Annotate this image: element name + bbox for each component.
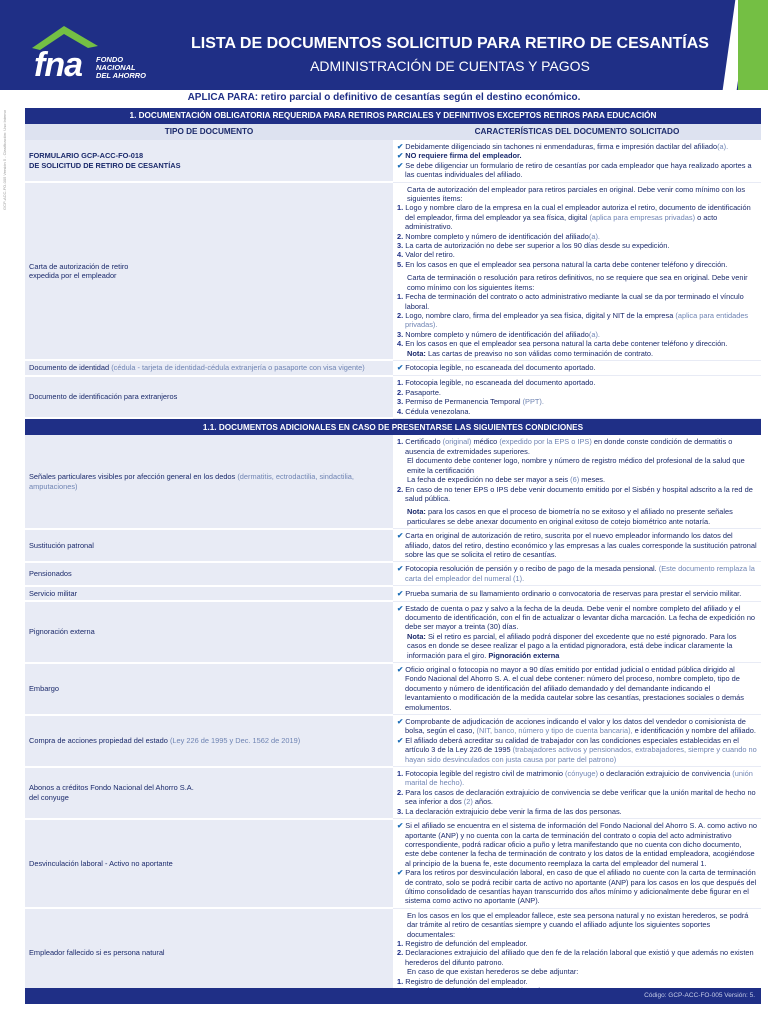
check-icon: ✔ bbox=[397, 564, 404, 574]
check-icon: ✔ bbox=[397, 363, 404, 373]
row-content-desvinculacion: ✔ Si el afiliado se encuentra en el sistema de información del Fondo Nacional del Ahorro S. A. como activo no aportante (ANP) y no cuenta con la carta de terminación del contrato o copia del acto administrativo correspondiente, podrá radicar oficio a puño y letra manifestando que no cuenta con dicho documento, este debe contener la fecha de terminación de contrato y los datos de la entidad empleadora, acogiéndose al principio de la buena fe, este documento reemplaza la carta del empleador del numeral 1. ✔ Para los retiros por desvinculación laboral, en caso de que el afiliado no cuente con la carta de terminación de contrato, solo se podrá recibir carta de activo no aportante (ANP) para los casos en los que después del último consolidado de cesantías hayan transcurrido dos años mínimo y adicionalmente debe figurar en el sistema como activo no aportante (ANP). bbox=[393, 819, 761, 909]
section-1-title: 1. DOCUMENTACIÓN OBLIGATORIA REQUERIDA PARA RETIROS PARCIALES Y DEFINITIVOS EXCEPTOS RETIROS PARA EDUCACIÓN bbox=[25, 108, 761, 124]
table-row bbox=[25, 819, 761, 909]
table-row bbox=[25, 140, 761, 182]
row-label-carta: Carta de autorización de retiro expedida por el empleador bbox=[25, 182, 393, 360]
row-content-fallecido: En los casos en los que el empleador fallece, este sea persona natural y no existan herederos, se podrá dar trámite al retiro de cesantías siempre y cuando el afiliado adjunte los siguientes soportes documentales: 1. Registro de defunción del empleador. 2. Declaraciones extrajuicio del afiliado que den fe de la relación laboral que existió y que además no existen herederos del difunto patrono. En caso de que existan herederos se debe adjuntar: 1. Registro de defunción del empleador. bbox=[393, 908, 761, 998]
row-label-senales: Señales particulares visibles por afección general en los dedos (dermatitis, ectrodactilia, sindactilia, amputaciones) bbox=[25, 435, 393, 528]
footer-bar bbox=[25, 988, 761, 1004]
documents-table bbox=[25, 108, 761, 999]
col-header-caracteristicas: CARACTERÍSTICAS DEL DOCUMENTO SOLICITADO bbox=[393, 124, 761, 140]
row-label-pensionados: Pensionados bbox=[25, 562, 393, 586]
check-icon: ✔ bbox=[397, 717, 404, 727]
row-label-acciones: Compra de acciones propiedad del estado (Ley 226 de 1995 y Dec. 1562 de 2019) bbox=[25, 715, 393, 767]
row-label-sustitucion: Sustitución patronal bbox=[25, 529, 393, 562]
row-content-sustitucion: ✔ Carta en original de autorización de retiro, suscrita por el nuevo empleador informando los datos del afiliado, datos del retiro, destino económico y las empresas a las cuales corresponde la sustitución patronal sobre las que se solicita el retiro de cesantías. bbox=[393, 529, 761, 562]
row-label-extranjeros: Documento de identificación para extranjeros bbox=[25, 376, 393, 419]
row-label-embargo: Embargo bbox=[25, 663, 393, 715]
row-label-identidad: Documento de identidad (cédula - tarjeta de identidad-cédula extranjería o pasaporte con visa vigente) bbox=[25, 360, 393, 375]
row-content-embargo: ✔ Oficio original o fotocopia no mayor a 90 días emitido por entidad judicial o entidad pública dirigido al Fondo Nacional del Ahorro S. A. el cual debe contener: número del proceso, nombre completo, tipo de documento y número de identificación del afiliado demandado y del demandante indicando el levantamiento o modificación de la medida cautelar sobre las cesantías, prestaciones sociales o demás emolumentos. bbox=[393, 663, 761, 715]
table-row bbox=[25, 663, 761, 715]
page-subtitle: ADMINISTRACIÓN DE CUENTAS Y PAGOS bbox=[310, 58, 590, 74]
header-banner bbox=[0, 0, 768, 90]
row-content-acciones: ✔ Comprobante de adjudicación de acciones indicando el valor y los datos del vendedor o comisionista de bolsa, según el caso, (NIT, banco, número y tipo de cuenta bancaria), e identificación y nombre del afiliado. ✔ El afiliado deberá acreditar su calidad de trabajador con las condiciones especiales establecidas en el artículo 3 de la Ley 226 de 1995 (trabajadores activos y pensionados, extrabajadores, siempre y cuando no hayan sido desvinculados con justa causa por parte del patrono) bbox=[393, 715, 761, 767]
table-row bbox=[25, 376, 761, 419]
fna-logo bbox=[28, 22, 168, 82]
table-row bbox=[25, 529, 761, 562]
table-row bbox=[25, 562, 761, 586]
col-header-tipo: TIPO DE DOCUMENTO bbox=[25, 124, 393, 140]
row-content-senales: 1. Certificado (original) médico (expedido por la EPS o IPS) en donde conste condición de dermatitis o ausencia de extremidades superiores. El documento debe contener logo, nombre y número de registro médico del profesional de la salud que emite la certificación La fecha de expedición no debe ser mayor a seis (6) meses. 2. En caso de no tener EPS o IPS debe venir documento emitido por el Sisbén y hospital adscrito a la red de salud pública. Nota: para los casos en que el proceso de biometría no se exitoso y el afiliado no presente señales particulares se debe anexar documento en original exitoso de cotejo biométrico ante notaría. bbox=[393, 435, 761, 528]
table-row bbox=[25, 908, 761, 998]
check-icon: ✔ bbox=[397, 603, 404, 613]
header-green-accent bbox=[738, 0, 768, 90]
row-content-militar: ✔ Prueba sumaria de su llamamiento ordinario o convocatoria de reservas para prestar el servicio militar. bbox=[393, 586, 761, 601]
page-title: LISTA DE DOCUMENTOS SOLICITUD PARA RETIRO DE CESANTÍAS bbox=[191, 35, 709, 52]
row-label-pignoracion: Pignoración externa bbox=[25, 601, 393, 662]
row-label-militar: Servicio militar bbox=[25, 586, 393, 601]
document-code: Código: GCP-ACC-FO-005 Versión: 5. bbox=[644, 992, 755, 999]
row-content-abonos: 1. Fotocopia legible del registro civil de matrimonio (cónyuge) o declaración extrajuicio de convivencia (unión marital de hecho). 2. Para los casos de declaración extrajuicio de convivencia se debe verificar que la unión marital de hecho no sea inferior a dos (2) años. 3. La declaración extrajuicio debe venir la firma de las dos personas. bbox=[393, 767, 761, 819]
check-icon: ✔ bbox=[397, 160, 404, 170]
table-row bbox=[25, 586, 761, 601]
section-2-title: 1.1. DOCUMENTOS ADICIONALES EN CASO DE PRESENTARSE LAS SIGUIENTES CONDICIONES bbox=[25, 418, 761, 435]
row-label-formulario: FORMULARIO GCP-ACC-FO-018 DE SOLICITUD DE RETIRO DE CESANTÍAS bbox=[25, 140, 393, 182]
row-label-fallecido: Empleador fallecido si es persona natural bbox=[25, 908, 393, 998]
check-icon: ✔ bbox=[397, 665, 404, 674]
row-content-identidad: ✔ Fotocopia legible, no escaneada del documento aportado. bbox=[393, 360, 761, 375]
check-icon: ✔ bbox=[397, 821, 404, 831]
table-row bbox=[25, 360, 761, 375]
side-code: GCP-ACC-FO-005 Versión 5 - Clasificación: Uso Interno bbox=[2, 110, 7, 211]
row-label-abonos: Abonos a créditos Fondo Nacional del Ahorro S.A. del conyuge bbox=[25, 767, 393, 819]
row-content-pensionados: ✔ Fotocopia resolución de pensión y o recibo de pago de la mesada pensional. (Este documento remplaza la carta del empleador del numeral (1). bbox=[393, 562, 761, 586]
table-row bbox=[25, 435, 761, 528]
row-label-desvinculacion: Desvinculación laboral - Activo no aportante bbox=[25, 819, 393, 909]
check-icon: ✔ bbox=[397, 588, 404, 598]
row-content-carta: Carta de autorización del empleador para retiros parciales en original. Debe venir como mínimo con los siguientes ítems: 1. Logo y nombre claro de la empresa en la cual el empleador autoriza el retiro, documento de identificación del empleador, firma del empleador ya sea física, digital (aplica para empresas privadas) o acto administrativo. 2. Nombre completo y número de identificación del afiliado(a). 3. La carta de autorización no debe ser superior a los 90 días desde su expedición. 4. Valor del retiro. 5. En los casos en que el empleador sea persona natural la carta debe contener teléfono y dirección. Carta de terminación o resolución para retiros definitivos, no se requiere que sea en original. Debe venir como mínimo con los siguientes ítems: 1. Fecha de terminación del contrato o acto administrativo mediante la cual se da por terminado el vínculo laboral. 2. Logo, nombre claro, firma del empleador ya sea física, digital y NIT de la empresa (aplica para entidades privadas). 3. Nombre completo y número de identificación del afiliado(a). 4. En los casos en que el empleador sea persona natural la carta debe contener teléfono y dirección. Nota: Las cartas de preaviso no son válidas como terminación de contrato. bbox=[393, 182, 761, 360]
table-row bbox=[25, 601, 761, 662]
applies-to: APLICA PARA: retiro parcial o definitivo de cesantías según el destino económico. bbox=[187, 92, 581, 103]
check-icon: ✔ bbox=[397, 142, 404, 151]
check-icon: ✔ bbox=[397, 735, 404, 745]
table-row bbox=[25, 715, 761, 767]
row-content-pignoracion: ✔ Estado de cuenta o paz y salvo a la fecha de la deuda. Debe venir el nombre completo del afiliado y el documento de identificación, con el fin de actualizar o levantar dicha marcación. La fecha de expedición no debe ser mayor a treinta (30) días. Nota: Si el retiro es parcial, el afiliado podrá disponer del excedente que no esté pignorado. Para los casos en donde se desee realizar el pago a la entidad pignoradora, está debe indicar claramente la información para el giro. Pignoración externa bbox=[393, 601, 761, 662]
check-icon: ✔ bbox=[397, 868, 404, 878]
table-row bbox=[25, 182, 761, 360]
check-icon: ✔ bbox=[397, 151, 404, 161]
check-icon: ✔ bbox=[397, 531, 404, 541]
logo-word: fna bbox=[34, 46, 82, 84]
table-row bbox=[25, 767, 761, 819]
row-content-extranjeros: 1. Fotocopia legible, no escaneada del documento aportado. 2. Pasaporte. 3. Permiso de Permanencia Temporal (PPT). 4. Cédula venezolana. bbox=[393, 376, 761, 419]
row-content-formulario: ✔ Debidamente diligenciado sin tachones ni enmendaduras, firma e impresión dactilar del afiliado(a). ✔ NO requiere firma del empleador. ✔ Se debe diligenciar un formulario de retiro de cesantías por cada empleador que haya realizado aportes a las cuentas individuales del afiliado. bbox=[393, 140, 761, 182]
logo-subtext: FONDO NACIONAL DEL AHORRO bbox=[96, 55, 147, 80]
